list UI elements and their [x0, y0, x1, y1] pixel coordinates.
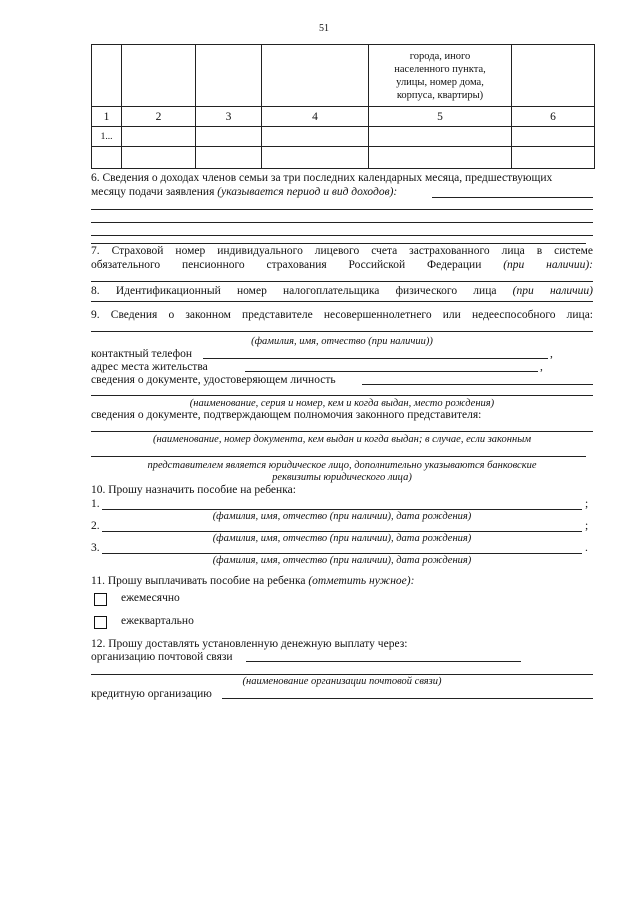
- representative-fio-caption: (фамилия, имя, отчество (при наличии)): [251, 336, 433, 347]
- table-cell[interactable]: [369, 147, 512, 169]
- section-6-text: месяцу подачи заявления: [91, 186, 215, 198]
- table-cell[interactable]: [92, 147, 122, 169]
- table-header-cell: [92, 45, 122, 107]
- postal-field-line[interactable]: [91, 674, 593, 675]
- authority-caption-1: (наименование, номер документа, кем выдан и когда выдан; в случае, если законным: [152, 434, 532, 445]
- section-10-title: 10. Прошу назначить пособие на ребенка:: [91, 484, 296, 496]
- table-cell[interactable]: [512, 147, 595, 169]
- table-number-row: [92, 107, 595, 127]
- header-line: корпуса, квартиры): [396, 89, 484, 101]
- authority-field-line[interactable]: [91, 456, 586, 457]
- row-label: 1...: [92, 127, 122, 147]
- child-item-end: ;: [585, 520, 589, 532]
- child-item-end: .: [585, 542, 588, 554]
- table-row: [92, 147, 595, 169]
- authority-caption-2: представителем является юридическое лицо, дополнительно указываются банковские: [147, 460, 537, 471]
- child-field-line[interactable]: [102, 509, 582, 510]
- section-7-hint: (при наличии):: [503, 259, 594, 271]
- id-doc-label: сведения о документе, удостоверяющем личность: [91, 374, 336, 386]
- id-doc-field-line[interactable]: [91, 395, 593, 396]
- table-header-cell: [196, 45, 262, 107]
- header-line: города, иного: [409, 50, 471, 62]
- authority-field-line[interactable]: [91, 431, 593, 432]
- id-doc-caption: (наименование, серия и номер, кем и когда выдан, место рождения): [189, 398, 495, 409]
- table-row: [92, 127, 595, 147]
- income-field-line[interactable]: [91, 235, 593, 236]
- section-12-title: 12. Прошу доставлять установленную денежную выплату через:: [91, 638, 408, 650]
- section-7-line2: [91, 259, 593, 272]
- table-header-row: [92, 45, 595, 107]
- section-6-line1: 6. Сведения о доходах членов семьи за три последних календарных месяца, предшествующих: [91, 172, 553, 184]
- table-header-cell: [262, 45, 369, 107]
- family-members-table: [91, 44, 595, 169]
- table-header-cell: [512, 45, 595, 107]
- section-9-title: 9. Сведения о законном представителе несовершеннолетнего или недееспособного лица:: [91, 309, 593, 321]
- quarterly-option-label: ежеквартально: [121, 615, 194, 627]
- child-item-end: ;: [585, 498, 589, 510]
- section-8-hint: (при наличии): [512, 285, 593, 297]
- income-field-line[interactable]: [91, 209, 593, 210]
- monthly-option-label: ежемесячно: [121, 592, 180, 604]
- postal-label: организацию почтовой связи: [91, 651, 233, 663]
- snils-field-line[interactable]: [91, 281, 593, 282]
- header-line: населенного пункта,: [394, 63, 486, 75]
- section-11-title: [91, 575, 414, 588]
- table-cell[interactable]: [122, 147, 196, 169]
- table-cell[interactable]: [262, 147, 369, 169]
- col-number: 6: [512, 107, 595, 127]
- phone-comma: ,: [550, 348, 553, 360]
- section-8-line: [91, 285, 593, 298]
- address-comma: ,: [540, 361, 543, 373]
- section-7-text: обязательного пенсионного страхования Российской Федерации: [91, 259, 482, 271]
- child-caption: (фамилия, имя, отчество (при наличии), дата рождения): [212, 555, 472, 566]
- col-number: 1: [92, 107, 122, 127]
- table-cell[interactable]: [122, 127, 196, 147]
- address-label: адрес места жительства: [91, 361, 208, 373]
- postal-field-line[interactable]: [246, 661, 521, 662]
- section-7-line1: 7. Страховой номер индивидуального лицевого счета застрахованного лица в системе: [91, 245, 593, 257]
- credit-org-field-line[interactable]: [222, 698, 593, 699]
- phone-field-line[interactable]: [203, 358, 548, 359]
- authority-label: сведения о документе, подтверждающем полномочия законного представителя:: [91, 409, 482, 421]
- col-number: 5: [369, 107, 512, 127]
- child-field-line[interactable]: [102, 553, 582, 554]
- child-item-number: 1.: [91, 498, 100, 510]
- table-cell[interactable]: [369, 127, 512, 147]
- section-8-text: 8. Идентификационный номер налогоплательщика физического лица: [91, 285, 497, 297]
- header-line: улицы, номер дома,: [396, 76, 484, 88]
- section-11-text: 11. Прошу выплачивать пособие на ребенка: [91, 575, 306, 587]
- table-cell[interactable]: [196, 127, 262, 147]
- col-number: 3: [196, 107, 262, 127]
- section-6-hint: (указывается период и вид доходов):: [217, 186, 398, 198]
- section-11-hint: (отметить нужное):: [308, 575, 415, 587]
- table-header-address-cell: [369, 45, 512, 107]
- postal-caption: (наименование организации почтовой связи): [242, 676, 442, 687]
- inn-field-line[interactable]: [91, 301, 593, 302]
- income-field-line[interactable]: [91, 243, 586, 244]
- id-doc-field-line[interactable]: [362, 384, 593, 385]
- col-number: 4: [262, 107, 369, 127]
- income-field-line[interactable]: [91, 222, 593, 223]
- child-item-number: 2.: [91, 520, 100, 532]
- table-cell[interactable]: [196, 147, 262, 169]
- child-item-number: 3.: [91, 542, 100, 554]
- child-field-line[interactable]: [102, 531, 582, 532]
- address-field-line[interactable]: [245, 371, 538, 372]
- table-cell[interactable]: [262, 127, 369, 147]
- authority-caption-3: реквизиты юридического лица): [272, 472, 412, 483]
- income-field-line[interactable]: [432, 197, 593, 198]
- monthly-checkbox[interactable]: [94, 593, 107, 606]
- representative-fio-line[interactable]: [91, 331, 593, 332]
- child-caption: (фамилия, имя, отчество (при наличии), дата рождения): [212, 533, 472, 544]
- phone-label: контактный телефон: [91, 348, 193, 360]
- section-6-line2: [91, 186, 397, 199]
- quarterly-checkbox[interactable]: [94, 616, 107, 629]
- child-caption: (фамилия, имя, отчество (при наличии), дата рождения): [212, 511, 472, 522]
- credit-org-label: кредитную организацию: [91, 688, 212, 700]
- table-cell[interactable]: [512, 127, 595, 147]
- page-number: 51: [319, 23, 329, 34]
- table-header-cell: [122, 45, 196, 107]
- col-number: 2: [122, 107, 196, 127]
